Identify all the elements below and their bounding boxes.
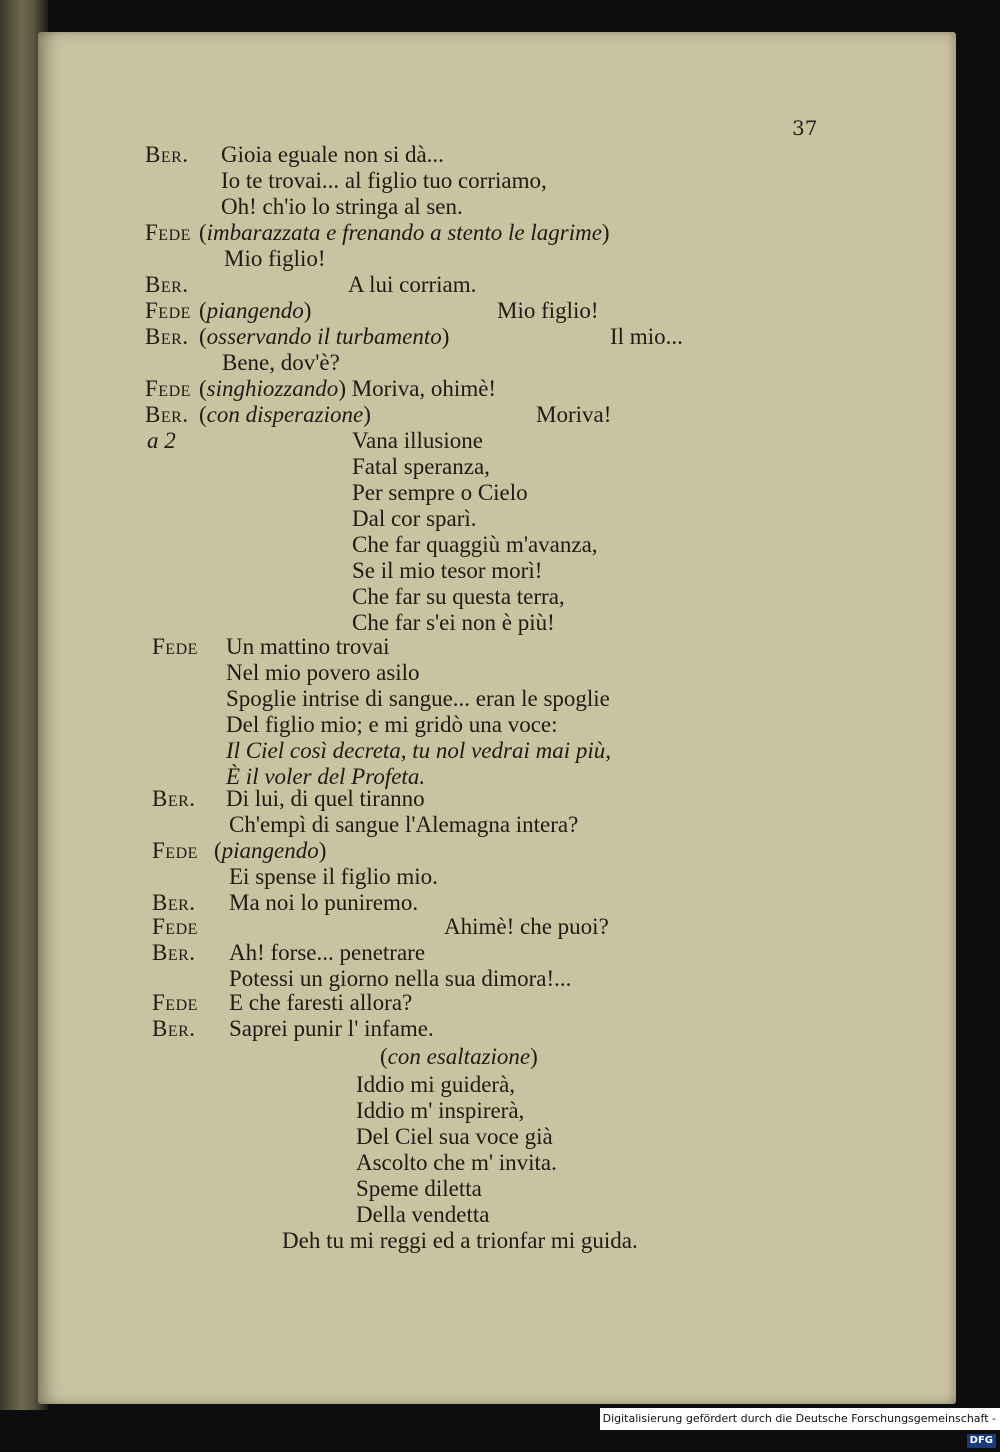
text-segment: Ah! forse... penetrare <box>229 940 426 965</box>
text-segment: Speme diletta <box>356 1176 482 1201</box>
text-segment: Dal cor sparì. <box>352 506 477 531</box>
stage-direction: con esaltazione <box>387 1044 531 1069</box>
stage-direction: con disperazione <box>206 402 364 427</box>
text-segment: Moriva! <box>536 402 612 427</box>
speaker-label: Fede <box>145 376 191 401</box>
text-segment: Iddio mi guiderà, <box>356 1072 516 1097</box>
text-line <box>145 272 189 298</box>
text-line <box>145 402 189 428</box>
text-segment: Di lui, di quel tiranno <box>226 786 425 811</box>
text-segment: ) Moriva, ohimè! <box>338 376 497 401</box>
text-line <box>352 506 477 532</box>
text-line <box>229 890 418 916</box>
text-line <box>282 1228 638 1254</box>
text-segment: Oh! ch'io lo stringa al sen. <box>221 194 463 219</box>
text-segment: Potessi un giorno nella sua dimora!... <box>229 966 572 991</box>
text-line <box>497 298 599 324</box>
stage-direction: imbarazzata e frenando a stento le lagrime <box>206 220 602 245</box>
page-number: 37 <box>792 116 818 140</box>
text-line <box>229 1016 434 1042</box>
text-line <box>229 940 425 966</box>
text-segment: Mio figlio! <box>224 246 326 271</box>
text-segment: ) <box>318 838 327 863</box>
stage-direction: piangendo <box>221 838 319 863</box>
text-line <box>145 220 191 246</box>
text-line <box>356 1124 553 1150</box>
text-segment: Deh tu mi reggi ed a trionfar mi guida. <box>282 1228 638 1253</box>
text-line <box>152 634 198 660</box>
speaker-label: Ber. <box>152 890 196 915</box>
text-segment: Io te trovai... al figlio tuo corriamo, <box>221 168 547 193</box>
speaker-label: Ber. <box>152 940 196 965</box>
text-line <box>352 480 528 506</box>
text-segment: ) <box>441 324 450 349</box>
text-segment: Gioia eguale non si dà... <box>221 142 444 167</box>
speaker-label: Ber. <box>145 272 189 297</box>
text-segment: Iddio m' inspirerà, <box>356 1098 525 1123</box>
text-line <box>152 914 198 940</box>
text-segment: ( <box>380 1044 388 1069</box>
text-segment: Ahimè! che puoi? <box>444 914 609 939</box>
text-line <box>152 890 196 916</box>
digitization-credit <box>600 1408 1000 1446</box>
text-line <box>356 1150 557 1176</box>
text-line <box>226 660 420 686</box>
text-line <box>145 298 191 324</box>
text-segment: E che faresti allora? <box>229 990 413 1015</box>
text-line <box>152 838 198 864</box>
text-line <box>380 1044 538 1070</box>
text-segment: Ei spense il figlio mio. <box>229 864 438 889</box>
text-line <box>610 324 683 350</box>
speaker-label: Fede <box>152 990 198 1015</box>
text-line <box>199 220 610 246</box>
text-segment: Vana illusione <box>352 428 483 453</box>
text-segment: Per sempre o Cielo <box>352 480 528 505</box>
stage-direction: piangendo <box>206 298 304 323</box>
text-line <box>444 914 609 940</box>
text-segment: ( <box>199 298 207 323</box>
text-line <box>229 966 571 992</box>
text-line <box>226 712 558 738</box>
text-line <box>152 1016 196 1042</box>
text-line <box>152 786 196 812</box>
text-segment: ( <box>199 402 207 427</box>
dfg-logo-icon: DFG <box>967 1434 996 1448</box>
speaker-label: Ber. <box>145 142 189 167</box>
text-line <box>221 142 444 168</box>
stage-direction: singhiozzando <box>206 376 339 401</box>
text-segment: Che far su questa terra, <box>352 584 565 609</box>
text-line <box>199 402 371 428</box>
stage-direction: È il voler del Profeta. <box>226 764 426 789</box>
text-line <box>536 402 611 428</box>
text-line <box>221 194 463 220</box>
text-line <box>221 168 547 194</box>
text-line <box>145 142 189 168</box>
text-line <box>152 990 198 1016</box>
text-line <box>199 298 311 324</box>
text-segment: Un mattino trovai <box>226 634 390 659</box>
text-segment: Il mio... <box>610 324 683 349</box>
text-segment: Ch'empì di sangue l'Alemagna intera? <box>229 812 579 837</box>
text-segment: Bene, dov'è? <box>222 350 340 375</box>
text-line <box>352 532 598 558</box>
stage-direction: Il Ciel così decreta, tu nol vedrai mai più, <box>226 738 611 763</box>
text-segment: ) <box>303 298 312 323</box>
text-segment: Saprei punir l' infame. <box>229 1016 434 1041</box>
text-line <box>214 838 326 864</box>
text-line <box>356 1072 515 1098</box>
text-line <box>229 990 412 1016</box>
text-segment: Ma noi lo puniremo. <box>229 890 419 915</box>
speaker-label: Fede <box>152 838 198 863</box>
speaker-label: Fede <box>145 298 191 323</box>
text-line <box>152 940 196 966</box>
text-line <box>199 376 496 402</box>
text-line <box>352 454 490 480</box>
text-segment: Mio figlio! <box>497 298 599 323</box>
text-line <box>222 350 340 376</box>
text-line <box>356 1202 489 1228</box>
text-line <box>352 610 555 636</box>
text-segment: Ascolto che m' invita. <box>356 1150 557 1175</box>
text-segment: ( <box>214 838 222 863</box>
text-line <box>352 428 483 454</box>
credit-text: Digitalisierung gefördert durch die Deutsche Forschungsgemeinschaft - <box>602 1412 996 1425</box>
text-line <box>226 686 610 712</box>
speaker-label: Fede <box>152 634 198 659</box>
text-segment: Del Ciel sua voce già <box>356 1124 553 1149</box>
text-segment: Che far quaggiù m'avanza, <box>352 532 598 557</box>
text-line <box>348 272 476 298</box>
text-line <box>199 324 449 350</box>
text-line <box>356 1098 524 1124</box>
text-segment: ) <box>530 1044 538 1069</box>
text-segment: ( <box>199 376 207 401</box>
text-segment: ) <box>601 220 610 245</box>
text-line <box>226 738 611 764</box>
speaker-label: Ber. <box>152 1016 196 1041</box>
speaker-label: Ber. <box>145 324 189 349</box>
text-line <box>145 376 191 402</box>
stage-direction: osservando il turbamento <box>206 324 442 349</box>
text-segment: Della vendetta <box>356 1202 490 1227</box>
text-segment: Spoglie intrise di sangue... eran le spoglie <box>226 686 610 711</box>
text-segment: ( <box>199 220 207 245</box>
speaker-label: Ber. <box>145 402 189 427</box>
text-segment: Se il mio tesor morì! <box>352 558 543 583</box>
text-line <box>229 864 438 890</box>
text-line <box>226 786 425 812</box>
text-line <box>229 812 578 838</box>
text-line <box>147 428 176 454</box>
text-line <box>352 584 565 610</box>
text-segment: ) <box>363 402 371 427</box>
text-line <box>356 1176 482 1202</box>
text-segment: Nel mio povero asilo <box>226 660 420 685</box>
speaker-label: Fede <box>145 220 191 245</box>
speaker-label: Ber. <box>152 786 196 811</box>
text-segment: Fatal speranza, <box>352 454 490 479</box>
text-segment: A lui corriam. <box>348 272 477 297</box>
text-line <box>226 634 390 660</box>
text-segment: Del figlio mio; e mi gridò una voce: <box>226 712 558 737</box>
text-segment: ( <box>199 324 207 349</box>
text-line <box>145 324 189 350</box>
text-line <box>224 246 326 272</box>
speaker-label: Fede <box>152 914 198 939</box>
stage-direction: a 2 <box>147 428 176 453</box>
text-line <box>352 558 542 584</box>
text-segment: Che far s'ei non è più! <box>352 610 555 635</box>
